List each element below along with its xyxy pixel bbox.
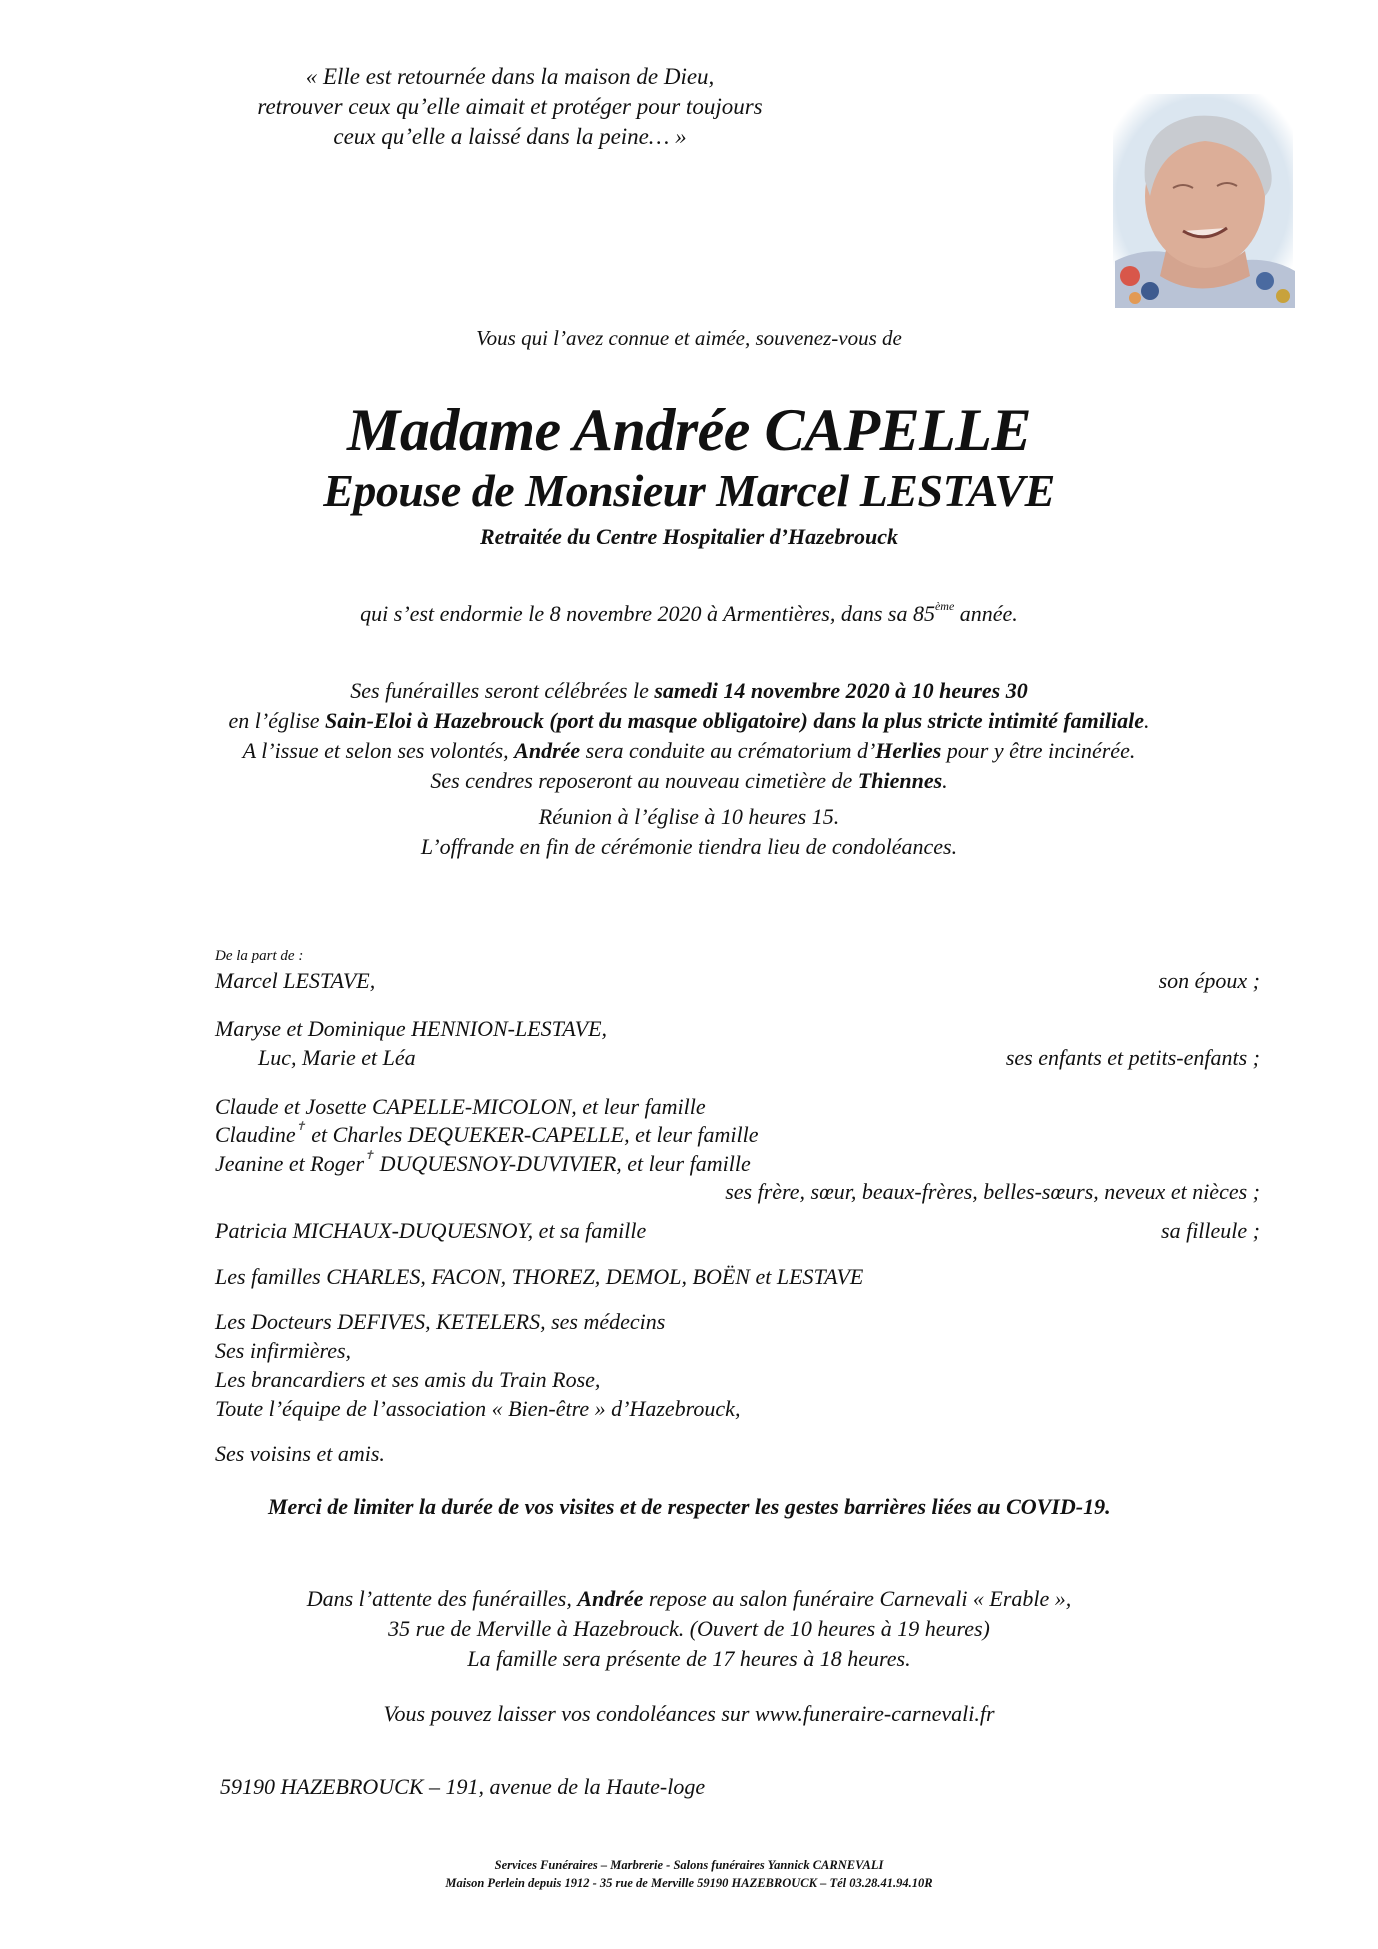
cross-icon: ✝ bbox=[364, 1148, 375, 1162]
family-sibling: Claude et Josette CAPELLE-MICOLON, et leur famille bbox=[215, 1094, 706, 1119]
family-children: Maryse et Dominique HENNION-LESTAVE, bbox=[215, 1016, 608, 1041]
death-text: qui s’est endormie le 8 novembre 2020 à Armentières, dans sa 85 bbox=[360, 601, 935, 626]
deceased-name: Madame Andrée CAPELLE bbox=[347, 397, 1031, 463]
family-neighbours: Ses voisins et amis. bbox=[215, 1441, 385, 1466]
intro-text: Vous qui l’avez connue et aimée, souvenez-vous de bbox=[476, 326, 902, 350]
family-spouse-role: son époux ; bbox=[1158, 968, 1260, 993]
covid-notice: Merci de limiter la durée de vos visites et de respecter les gestes barrières liées au COVID-19. bbox=[268, 1494, 1111, 1519]
first-name: Andrée bbox=[577, 1586, 644, 1611]
occupation: Retraitée du Centre Hospitalier d’Hazebrouck bbox=[480, 524, 898, 549]
funeral-text: en l’église bbox=[228, 708, 326, 733]
portrait-icon bbox=[1105, 86, 1303, 308]
cemetery-place: Thiennes bbox=[857, 768, 943, 793]
salon-text: repose au salon funéraire Carnevali « Erable », bbox=[643, 1586, 1072, 1611]
salon-line-3: La famille sera présente de 17 heures à 18 heures. bbox=[467, 1646, 911, 1671]
family-grandchildren: Luc, Marie et Léa bbox=[258, 1045, 416, 1070]
offering-note: L’offrande en fin de cérémonie tiendra lieu de condoléances. bbox=[420, 834, 958, 859]
death-text-end: année. bbox=[954, 601, 1018, 626]
funeral-text: sera conduite au crématorium d’ bbox=[580, 738, 876, 763]
sibling-name: et Charles DEQUEKER-CAPELLE, et leur famille bbox=[305, 1122, 759, 1147]
quote-line: retrouver ceux qu’elle aimait et protéger pour toujours bbox=[257, 94, 763, 119]
quote-line: ceux qu’elle a laissé dans la peine… » bbox=[333, 124, 687, 149]
funeral-text: Ses funérailles seront célébrées le bbox=[350, 678, 655, 703]
family-children-role: ses enfants et petits-enfants ; bbox=[1005, 1045, 1260, 1070]
salon-line-1 bbox=[0, 1586, 1378, 1612]
family-goddaughter-role: sa filleule ; bbox=[1161, 1218, 1260, 1243]
sibling-name: Claudine bbox=[215, 1122, 296, 1147]
family-doctors: Les Docteurs DEFIVES, KETELERS, ses médecins bbox=[215, 1309, 666, 1334]
address: 59190 HAZEBROUCK – 191, avenue de la Haute-loge bbox=[220, 1774, 706, 1799]
family-header: De la part de : bbox=[215, 948, 304, 964]
sibling-name: Jeanine et Roger bbox=[215, 1151, 365, 1176]
meeting-time: Réunion à l’église à 10 heures 15. bbox=[538, 804, 840, 829]
family-stretcher-bearers: Les brancardiers et ses amis du Train Rose, bbox=[215, 1367, 601, 1392]
funeral-date: samedi 14 novembre 2020 à 10 heures 30 bbox=[654, 678, 1028, 703]
salon-line-2: 35 rue de Merville à Hazebrouck. (Ouvert de 10 heures à 19 heures) bbox=[388, 1616, 990, 1641]
quote-line: « Elle est retournée dans la maison de Dieu, bbox=[305, 64, 715, 89]
first-name: Andrée bbox=[514, 738, 581, 763]
family-nurses: Ses infirmières, bbox=[215, 1338, 352, 1363]
funeral-text: pour y être incinérée. bbox=[941, 738, 1136, 763]
family-association: Toute l’équipe de l’association « Bien-être » d’Hazebrouck, bbox=[215, 1396, 741, 1421]
sibling-name: DUQUESNOY-DUVIVIER, et leur famille bbox=[374, 1151, 751, 1176]
family-goddaughter: Patricia MICHAUX-DUQUESNOY, et sa famille bbox=[215, 1218, 647, 1243]
funeral-text: . bbox=[942, 768, 948, 793]
family-spouse: Marcel LESTAVE, bbox=[215, 968, 376, 993]
salon-text: Dans l’attente des funérailles, bbox=[306, 1586, 578, 1611]
spouse-title: Epouse de Monsieur Marcel LESTAVE bbox=[323, 465, 1055, 516]
family-sibling bbox=[215, 1148, 751, 1177]
footer-line-1: Services Funéraires – Marbrerie - Salons funéraires Yannick CARNEVALI bbox=[494, 1858, 884, 1872]
funeral-text: Ses cendres reposeront au nouveau cimetière de bbox=[430, 768, 858, 793]
portrait-photo bbox=[1105, 86, 1303, 308]
family-siblings-role: ses frère, sœur, beaux-frères, belles-sœurs, neveux et nièces ; bbox=[725, 1179, 1260, 1204]
footer-line-2: Maison Perlein depuis 1912 - 35 rue de Merville 59190 HAZEBROUCK – Tél 03.28.41.94.10R bbox=[445, 1876, 933, 1890]
ordinal-suffix: ème bbox=[934, 599, 955, 613]
death-announcement bbox=[0, 601, 1378, 627]
opening-quote bbox=[200, 62, 820, 152]
funeral-line-4 bbox=[0, 768, 1378, 794]
cross-icon: ✝ bbox=[295, 1119, 306, 1133]
crematorium-place: Herlies bbox=[875, 738, 942, 763]
family-families: Les familles CHARLES, FACON, THOREZ, DEMOL, BOËN et LESTAVE bbox=[215, 1264, 864, 1289]
condolences-link: Vous pouvez laisser vos condoléances sur www.funeraire-carnevali.fr bbox=[383, 1701, 995, 1726]
funeral-text: . bbox=[1143, 708, 1150, 733]
funeral-line-1 bbox=[0, 678, 1378, 704]
funeral-line-2 bbox=[0, 708, 1378, 734]
funeral-place: Sain-Eloi à Hazebrouck (port du masque obligatoire) dans la plus stricte intimité familiale bbox=[325, 708, 1144, 733]
funeral-text: A l’issue et selon ses volontés, bbox=[242, 738, 515, 763]
funeral-line-3 bbox=[0, 738, 1378, 764]
family-sibling bbox=[215, 1119, 759, 1148]
